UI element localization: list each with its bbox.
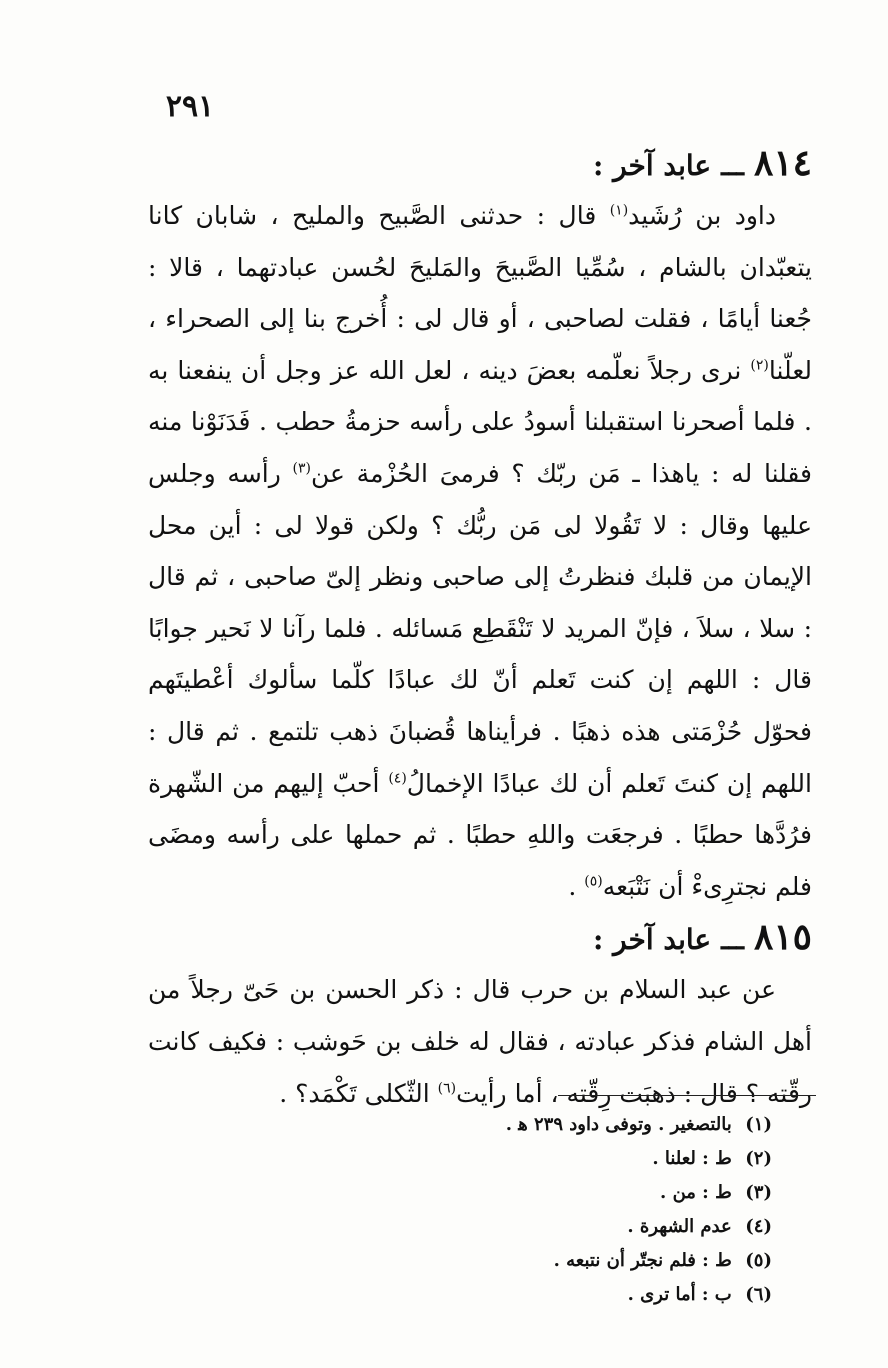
footnote-text: بالتصغير . وتوفى داود ٢٣٩ ﻫ . bbox=[505, 1114, 738, 1135]
footnote-reference[interactable]: (٣) bbox=[292, 460, 311, 477]
section-number: ٨١٤ bbox=[753, 142, 812, 184]
section-title: عابد آخر : bbox=[593, 923, 712, 957]
footnote-reference[interactable]: (٢) bbox=[750, 357, 769, 374]
paragraph-text: . bbox=[568, 871, 585, 901]
footnote-text: ط : فلم نجتّر أن نتبعه . bbox=[553, 1250, 738, 1271]
footnote-item bbox=[252, 1278, 772, 1312]
footnote-text: ط : من . bbox=[660, 1182, 738, 1203]
footnote-reference[interactable]: (٤) bbox=[388, 770, 407, 787]
footnote-item bbox=[252, 1176, 772, 1210]
footnote-item bbox=[252, 1244, 772, 1278]
footnote-item bbox=[252, 1210, 772, 1244]
paragraph-text: قال : حدثنى الصَّبيح والمليح ، شابان كانا يتعبّدان بالشام ، سُمِّيا الصَّبيحَ والمَليحَ لحُسن عبادتهما ، قالا : جُعنا أيامًا ، فقلت لصاحبى ، أو قال لى : أُخرج بنا إلى الصحراء ، لعلّنا bbox=[148, 201, 812, 385]
paragraph-text: أحبّ إليهم من الشّهرة فرُدَّها حطبًا . فرجعَت واللهِ حطبًا . ثم حملها على رأسه ومضَى فلم نجترِىءْ أن نَتْبَعه bbox=[148, 768, 812, 901]
footnote-number: (٥) bbox=[745, 1250, 772, 1271]
footnote-text: ط : لعلنا . bbox=[652, 1148, 738, 1169]
footnote-item bbox=[252, 1108, 772, 1142]
page-number: ٢٩١ bbox=[165, 89, 215, 124]
footnote-reference[interactable]: (٥) bbox=[584, 873, 603, 890]
section-dash: ـــ bbox=[721, 926, 744, 957]
paragraph-text: عن عبد السلام بن حرب قال : ذكر الحسن بن حَىّ رجلاً من أهل الشام فذكر عبادته ، فقال له خلف بن حَوشب : فكيف كانت رقّته ؟ قال : ذهبَت رِقّته ، أما رأيت bbox=[148, 975, 812, 1108]
footnote-number: (٢) bbox=[745, 1148, 772, 1169]
footnote-text: ب : أما ترى . bbox=[627, 1284, 738, 1305]
section-title: عابد آخر : bbox=[593, 149, 712, 182]
footnote-item bbox=[252, 1142, 772, 1176]
paragraph-text: داود بن رُشَيد bbox=[628, 201, 776, 230]
section-heading-815 bbox=[148, 914, 812, 964]
footnotes bbox=[252, 1108, 772, 1312]
paragraph-text: الثّكلى تَكْمَد؟ . bbox=[279, 1078, 438, 1108]
footnote-number: (١) bbox=[745, 1114, 772, 1135]
footnote-number: (٤) bbox=[745, 1216, 772, 1237]
paragraph-text: رأسه وجلس عليها وقال : لا تَقُولا لى مَن ربُّك ؟ ولكن قولا لى : أين محل الإيمان من قلبك فنظرتُ إلى صاحبى ونظر إلىّ صاحبى ، ثم قال : سلا ، سلاَ ، فإنّ المريد لا تَنْقَطِع مَسائله . فلما رآنا لا نَحير جوابًا قال : اللهم إن كنت تَعلم أنّ لك عبادًا كلّما سألوك أعْطيتَهم فحوّل حُزْمَتى هذه ذهبًا . فرأيناها قُضبانَ ذهب تلتمع . ثم قال : اللهم إن كنتَ تَعلم أن لك عبادًا الإخمالُ bbox=[148, 458, 812, 798]
section-paragraph-814 bbox=[148, 190, 812, 912]
footnote-text: عدم الشهرة . bbox=[627, 1216, 738, 1237]
section-heading-814 bbox=[148, 140, 812, 190]
footnote-number: (٣) bbox=[745, 1182, 772, 1203]
footnote-divider bbox=[558, 1095, 816, 1096]
section-dash: ـــ bbox=[721, 152, 744, 182]
main-text-column bbox=[148, 140, 812, 1119]
footnote-number: (٦) bbox=[745, 1284, 772, 1305]
footnote-reference[interactable]: (٦) bbox=[437, 1080, 457, 1097]
footnote-reference[interactable]: (١) bbox=[609, 202, 629, 219]
section-number: ٨١٥ bbox=[753, 916, 812, 959]
paragraph-text: نرى رجلاً نعلّمه بعضَ دينه ، لعل الله عز وجل أن ينفعنا به . فلما أصحرنا استقبلنا أسودُ على رأسه حزمةُ حطب . فَدَنَوْنا منه فقلنا له : ياهذا ـ مَن ربّك ؟ فرمىَ الحُزْمة عن bbox=[148, 355, 812, 488]
